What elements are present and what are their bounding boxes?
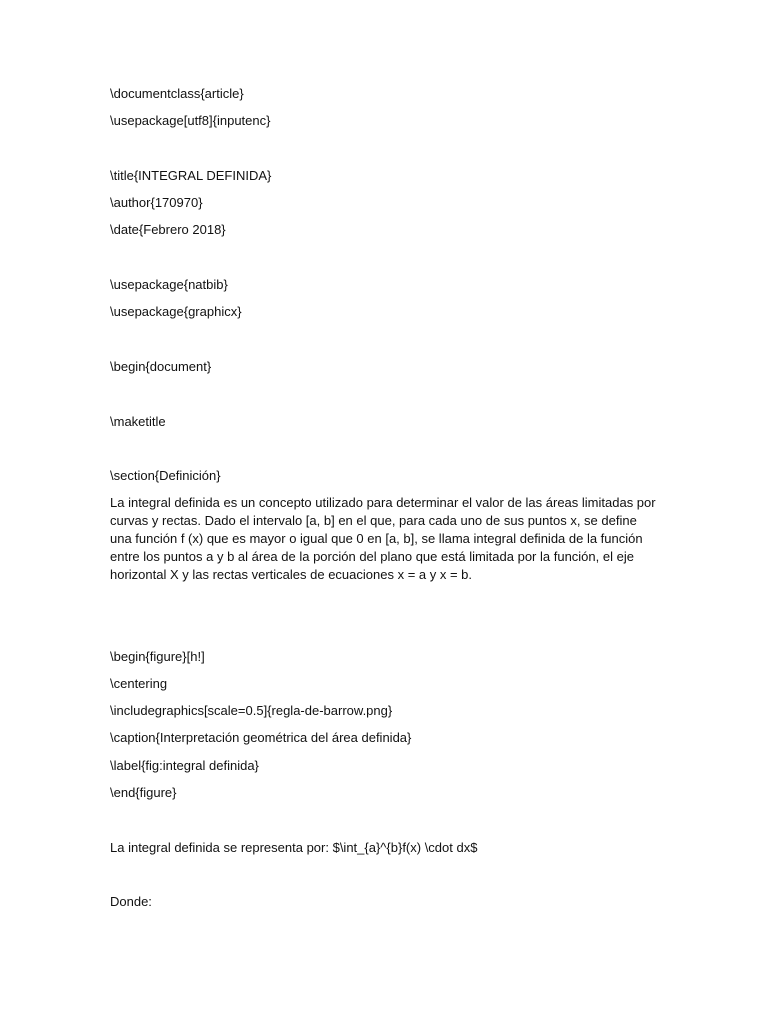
- includegraphics-line: \includegraphics[scale=0.5]{regla-de-barrow.png}: [110, 703, 393, 718]
- end-figure-line: \end{figure}: [110, 785, 177, 800]
- maketitle-line: \maketitle: [110, 414, 166, 429]
- date-line: \date{Febrero 2018}: [110, 222, 226, 237]
- usepackage-graphicx-line: \usepackage{graphicx}: [110, 304, 242, 319]
- author-line: \author{170970}: [110, 195, 203, 210]
- caption-line: \caption{Interpretación geométrica del área definida}: [110, 730, 412, 745]
- documentclass-line: \documentclass{article}: [110, 86, 244, 101]
- title-line: \title{INTEGRAL DEFINIDA}: [110, 168, 272, 183]
- representation-line: La integral definida se representa por: $\int_{a}^{b}f(x) \cdot dx$: [110, 840, 478, 855]
- definition-paragraph: La integral definida es un concepto utilizado para determinar el valor de las áreas limitadas por curvas y rectas. Dado el intervalo [a, b] en el que, para cada uno de sus puntos x, se define una función f (x) que es mayor o igual que 0 en [a, b], se llama integral definida de la función entre los puntos a y b al área de la porción del plano que está limitada por la función, el eje horizontal X y las rectas verticales de ecuaciones x = a y x = b.: [110, 495, 656, 582]
- begin-document-line: \begin{document}: [110, 359, 212, 374]
- usepackage-natbib-line: \usepackage{natbib}: [110, 277, 228, 292]
- label-line: \label{fig:integral definida}: [110, 758, 259, 773]
- centering-line: \centering: [110, 676, 168, 691]
- usepackage-inputenc-line: \usepackage[utf8]{inputenc}: [110, 113, 271, 128]
- donde-line: Donde:: [110, 894, 152, 909]
- section-line: \section{Definición}: [110, 468, 221, 483]
- begin-figure-line: \begin{figure}[h!]: [110, 649, 205, 664]
